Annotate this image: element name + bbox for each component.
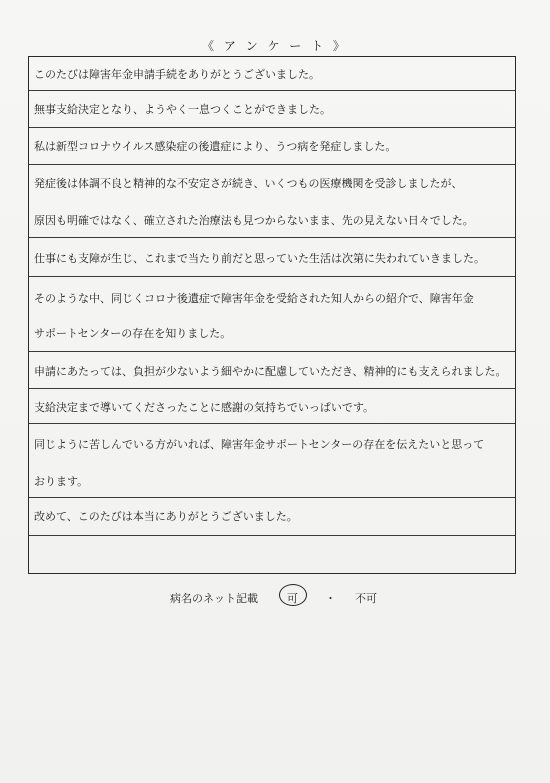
- document-title: 《 ア ン ケ ー ト 》: [202, 39, 348, 53]
- survey-row: [29, 315, 515, 352]
- survey-row-text: 仕事にも支障が生じ、これまで当たり前だと思っていた生活は次第に失われていきました。: [34, 252, 485, 265]
- disease-name-consent: [0, 584, 550, 608]
- survey-row: [29, 424, 515, 461]
- survey-row: [29, 389, 515, 424]
- survey-row: [29, 277, 515, 315]
- survey-row-text: 無事支給決定となり、ようやく一息つくことができました。: [34, 103, 331, 116]
- survey-row-text: このたびは障害年金申請手続をありがとうございました。: [34, 68, 320, 81]
- survey-row-text: 改めて、このたびは本当にありがとうございました。: [34, 510, 298, 523]
- survey-row: [29, 201, 515, 238]
- survey-row-text: そのような中、同じくコロナ後遺症で障害年金を受給された知人からの紹介で、障害年金: [34, 292, 474, 305]
- survey-row: [29, 498, 515, 536]
- survey-row-text: 申請にあたっては、負担が少ないよう細やかに配慮していただき、精神的にも支えられました。: [34, 365, 507, 378]
- survey-row-blank: [29, 536, 515, 573]
- survey-row: [29, 352, 515, 389]
- survey-row-text: 原因も明確ではなく、確立された治療法も見つからないまま、先の見えない日々でした。: [34, 214, 474, 227]
- survey-row-text: サポートセンターの存在を知りました。: [34, 327, 232, 340]
- survey-row: [29, 461, 515, 498]
- survey-row: [29, 128, 515, 165]
- survey-row-text: 私は新型コロナウイルス感染症の後遺症により、うつ病を発症しました。: [34, 140, 397, 153]
- survey-row: [29, 57, 515, 91]
- consent-label: 病名のネット記載: [170, 592, 258, 605]
- survey-row: [29, 91, 515, 128]
- survey-row: [29, 238, 515, 277]
- survey-row-text: 発症後は体調不良と精神的な不安定さが続き、いくつもの医療機関を受診しましたが、: [34, 177, 463, 190]
- survey-row-text: 支給決定まで導いてくださったことに感謝の気持ちでいっぱいです。: [34, 401, 375, 414]
- consent-separator: ・: [325, 592, 336, 605]
- survey-row: [29, 165, 515, 201]
- survey-row-text: おります。: [34, 475, 89, 488]
- survey-table: [28, 56, 516, 574]
- survey-row-text: 同じように苦しんでいる方がいれば、障害年金サポートセンターの存在を伝えたいと思って: [34, 438, 485, 451]
- consent-option-yes: 可: [287, 592, 298, 605]
- consent-option-no: 不可: [355, 592, 377, 605]
